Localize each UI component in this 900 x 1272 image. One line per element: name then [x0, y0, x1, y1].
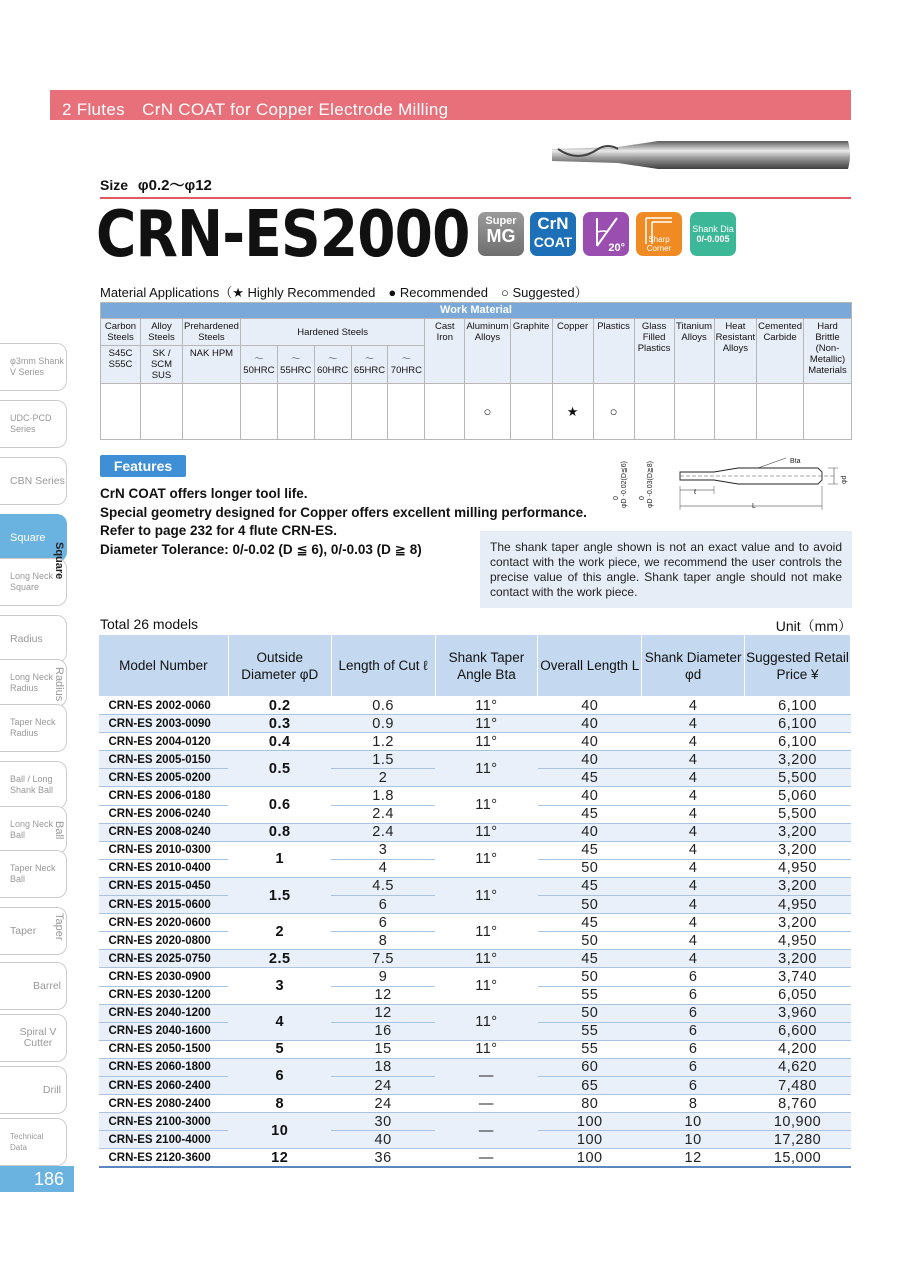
nav-tab-taper-neck-radius[interactable]: Taper Neck Radius — [0, 704, 67, 752]
shank-taper-angle: 11° — [435, 1040, 538, 1058]
retail-price: 3,200 — [745, 751, 851, 769]
model-number: CRN-ES 2080-2400 — [99, 1095, 229, 1113]
col-glass-filled: Glass Filled Plastics — [634, 319, 674, 384]
shank-diameter: 4 — [642, 914, 745, 932]
overall-length: 55 — [538, 1040, 642, 1058]
shank-diameter: 6 — [642, 1076, 745, 1094]
overall-length: 40 — [538, 715, 642, 733]
overall-length: 50 — [538, 859, 642, 877]
models-table-body — [99, 697, 851, 1167]
model-number: CRN-ES 2020-0800 — [99, 932, 229, 950]
retail-price: 5,500 — [745, 805, 851, 823]
length-of-cut: 24 — [331, 1095, 435, 1113]
nav-tab-technical-data[interactable]: Technical Data — [0, 1118, 67, 1166]
length-of-cut: 15 — [331, 1040, 435, 1058]
model-number: CRN-ES 2008-0240 — [99, 823, 229, 841]
shank-diameter: 12 — [642, 1149, 745, 1167]
col-hard-brittle: Hard Brittle (Non-Metallic) Materials — [804, 319, 852, 384]
overall-length: 40 — [538, 787, 642, 805]
overall-length: 40 — [538, 751, 642, 769]
alloy-grades: SK / SCM SUS — [141, 346, 183, 384]
outside-diameter: 5 — [228, 1040, 331, 1058]
table-row — [99, 914, 851, 932]
nav-tab-long-neck-square[interactable]: Long Neck Square — [0, 558, 67, 606]
overall-length: 45 — [538, 914, 642, 932]
shank-diameter: 4 — [642, 697, 745, 715]
loc-label: ℓ — [694, 489, 697, 496]
mark-cell — [714, 384, 757, 440]
badge-super-text: Super — [485, 215, 517, 227]
nav-tab-drill[interactable]: Drill — [0, 1066, 67, 1114]
shank-diameter: 10 — [642, 1131, 745, 1149]
section-label-radius: Radius — [53, 667, 65, 702]
mark-cell — [804, 384, 852, 440]
length-of-cut: 0.9 — [331, 715, 435, 733]
shank-diameter: 8 — [642, 1095, 745, 1113]
nav-tab-long-neck-radius[interactable]: Long Neck Radius — [0, 659, 67, 707]
overall-length: 50 — [538, 1004, 642, 1022]
retail-price: 3,740 — [745, 968, 851, 986]
model-number: CRN-ES 2015-0600 — [99, 896, 229, 914]
retail-price: 6,600 — [745, 1022, 851, 1040]
header-overall-length: Overall Length L — [538, 635, 642, 697]
nav-tab-long-neck-ball[interactable]: Long Neck Ball — [0, 806, 67, 854]
model-number: CRN-ES 2006-0180 — [99, 787, 229, 805]
length-of-cut: 9 — [331, 968, 435, 986]
col-heat-resistant: Heat Resistant Alloys — [714, 319, 757, 384]
length-of-cut: 4 — [331, 859, 435, 877]
mark-cell — [634, 384, 674, 440]
feature-line-1: CrN COAT offers longer tool life. — [100, 486, 308, 501]
total-models: Total 26 models — [100, 616, 199, 632]
overall-length: 40 — [538, 823, 642, 841]
table-row — [99, 877, 851, 895]
nav-tab-3mm-shank[interactable]: φ3mm Shank V Series — [0, 343, 67, 391]
crn-coat-badge — [530, 212, 576, 256]
section-label-ball: Ball — [53, 821, 65, 840]
features-label: Features — [100, 455, 186, 477]
col-hardened-steels: Hardened Steels — [240, 319, 424, 346]
overall-length: 40 — [538, 733, 642, 751]
mark-cell — [277, 384, 314, 440]
model-number: CRN-ES 2010-0400 — [99, 859, 229, 877]
shank-diameter: 6 — [642, 1022, 745, 1040]
feature-line-2: Special geometry designed for Copper offers excellent milling performance. — [100, 505, 587, 520]
length-of-cut: 2.4 — [331, 805, 435, 823]
outside-diameter: 0.6 — [228, 787, 331, 823]
header-model: Model Number — [99, 635, 229, 697]
model-number: CRN-ES 2020-0600 — [99, 914, 229, 932]
outside-diameter: 0.3 — [228, 715, 331, 733]
shank-taper-angle: 11° — [435, 950, 538, 968]
model-number: CRN-ES 2006-0240 — [99, 805, 229, 823]
shank-taper-angle: 11° — [435, 914, 538, 950]
table-row — [99, 1149, 851, 1167]
overall-length: 100 — [538, 1113, 642, 1131]
retail-price: 15,000 — [745, 1149, 851, 1167]
sharp-corner-text: Sharp Corner — [646, 235, 672, 253]
table-row — [99, 823, 851, 841]
header-retail-price: Suggested Retail Price ¥ — [745, 635, 851, 697]
shank-diameter: 6 — [642, 1040, 745, 1058]
col-titanium: Titanium Alloys — [674, 319, 714, 384]
length-of-cut: 36 — [331, 1149, 435, 1167]
shank-dia-label: φd — [841, 475, 848, 484]
work-material-header: Work Material — [101, 303, 852, 319]
shank-diameter: 4 — [642, 805, 745, 823]
length-of-cut: 1.5 — [331, 751, 435, 769]
size-range — [100, 174, 212, 195]
shank-taper-angle: — — [435, 1095, 538, 1113]
mark-cell — [425, 384, 465, 440]
outside-diameter: 0.2 — [228, 697, 331, 715]
model-number: CRN-ES 2030-0900 — [99, 968, 229, 986]
overall-length: 100 — [538, 1149, 642, 1167]
shank-diameter: 4 — [642, 841, 745, 859]
retail-price: 3,200 — [745, 950, 851, 968]
badge-crn-text: CrN — [537, 214, 569, 233]
length-of-cut: 1.2 — [331, 733, 435, 751]
overall-length: 100 — [538, 1131, 642, 1149]
shank-diameter: 4 — [642, 751, 745, 769]
shank-diameter: 4 — [642, 877, 745, 895]
shank-taper-angle: 11° — [435, 877, 538, 913]
col-plastics: Plastics — [593, 319, 634, 384]
size-label: Size — [100, 177, 129, 193]
length-of-cut: 4.5 — [331, 877, 435, 895]
helix-angle-badge — [583, 212, 629, 256]
table-row — [99, 1058, 851, 1076]
table-row — [99, 733, 851, 751]
hrc-50: ～50HRC — [240, 346, 277, 384]
header-length-of-cut: Length of Cut ℓ — [331, 635, 435, 697]
shank-diameter: 10 — [642, 1113, 745, 1131]
helix-angle-value: 20° — [608, 242, 625, 254]
shank-diameter: 4 — [642, 932, 745, 950]
overall-length: 50 — [538, 932, 642, 950]
model-number: CRN-ES 2003-0090 — [99, 715, 229, 733]
shank-diameter: 4 — [642, 733, 745, 751]
retail-price: 10,900 — [745, 1113, 851, 1131]
outside-diameter: 6 — [228, 1058, 331, 1094]
unit-label: Unit（mm） — [775, 618, 852, 634]
mark-aluminum: ○ — [465, 384, 510, 440]
model-number: CRN-ES 2100-3000 — [99, 1113, 229, 1131]
shank-taper-angle: 11° — [435, 787, 538, 823]
retail-price: 3,200 — [745, 877, 851, 895]
feature-line-4: Diameter Tolerance: 0/-0.02 (D ≦ 6), 0/-0.03 (D ≧ 8) — [100, 542, 422, 557]
mark-cell — [240, 384, 277, 440]
model-number: CRN-ES 2015-0450 — [99, 877, 229, 895]
nav-tab-udc-pcd[interactable]: UDC·PCD Series — [0, 400, 67, 448]
outside-diameter: 4 — [228, 1004, 331, 1040]
overall-length: 50 — [538, 896, 642, 914]
outside-diameter: 2 — [228, 914, 331, 950]
table-row — [99, 1095, 851, 1113]
retail-price: 7,480 — [745, 1076, 851, 1094]
retail-price: 6,100 — [745, 697, 851, 715]
hrc-55: ～55HRC — [277, 346, 314, 384]
section-label-square: Square — [53, 542, 65, 580]
model-number: CRN-ES 2025-0750 — [99, 950, 229, 968]
outside-diameter: 0.8 — [228, 823, 331, 841]
length-of-cut: 12 — [331, 1004, 435, 1022]
overall-length: 80 — [538, 1095, 642, 1113]
section-header-title: 2 Flutes CrN COAT for Copper Electrode Milling — [62, 100, 449, 119]
shank-diameter: 6 — [642, 1058, 745, 1076]
super-mg-badge — [478, 212, 524, 256]
overall-length: 45 — [538, 877, 642, 895]
shank-diameter: 6 — [642, 986, 745, 1004]
prehard-grades: NAK HPM — [183, 346, 241, 384]
col-copper: Copper — [552, 319, 593, 384]
mark-cell — [183, 384, 241, 440]
outside-diameter: 3 — [228, 968, 331, 1004]
shank-taper-angle: 11° — [435, 733, 538, 751]
retail-price: 4,950 — [745, 896, 851, 914]
length-of-cut: 2 — [331, 769, 435, 787]
length-of-cut: 30 — [331, 1113, 435, 1131]
length-of-cut: 6 — [331, 896, 435, 914]
retail-price: 3,960 — [745, 1004, 851, 1022]
length-of-cut: 24 — [331, 1076, 435, 1094]
table-row — [99, 1040, 851, 1058]
tol2-zero: 0 — [639, 496, 646, 500]
shank-taper-angle: 11° — [435, 715, 538, 733]
badge-coat-text: COAT — [533, 234, 573, 250]
badge-shank-text: Shank Dia — [692, 224, 734, 234]
badge-mg-text: MG — [486, 226, 516, 246]
outside-diameter: 0.4 — [228, 733, 331, 751]
model-number: CRN-ES 2004-0120 — [99, 733, 229, 751]
table-row — [99, 697, 851, 715]
retail-price: 3,200 — [745, 914, 851, 932]
col-carbon-steels: Carbon Steels — [101, 319, 141, 346]
overall-length: 45 — [538, 805, 642, 823]
mark-cell — [388, 384, 425, 440]
shank-taper-angle: 11° — [435, 1004, 538, 1040]
retail-price: 17,280 — [745, 1131, 851, 1149]
outside-diameter: 12 — [228, 1149, 331, 1167]
length-of-cut: 18 — [331, 1058, 435, 1076]
work-material-table — [100, 302, 852, 440]
shank-diameter: 4 — [642, 769, 745, 787]
length-of-cut: 40 — [331, 1131, 435, 1149]
retail-price: 8,760 — [745, 1095, 851, 1113]
overall-length: 65 — [538, 1076, 642, 1094]
table-row — [99, 1004, 851, 1022]
retail-price: 4,620 — [745, 1058, 851, 1076]
length-of-cut: 1.8 — [331, 787, 435, 805]
mark-cell — [141, 384, 183, 440]
tol2-text: φD -0.03(D≧8) — [647, 461, 654, 508]
model-number: CRN-ES 2040-1600 — [99, 1022, 229, 1040]
end-mill-product-image — [548, 137, 852, 173]
shank-taper-angle: 11° — [435, 697, 538, 715]
retail-price: 3,200 — [745, 823, 851, 841]
retail-price: 4,200 — [745, 1040, 851, 1058]
table-row — [99, 751, 851, 769]
header-outside-diameter: Outside Diameter φD — [228, 635, 331, 697]
model-number: CRN-ES 2060-1800 — [99, 1058, 229, 1076]
nav-tab-square[interactable]: Square — [0, 514, 67, 562]
section-header-band — [50, 90, 851, 120]
mark-cell — [674, 384, 714, 440]
outside-diameter: 8 — [228, 1095, 331, 1113]
retail-price: 5,500 — [745, 769, 851, 787]
badge-shank-tolerance: 0/-0.005 — [696, 234, 730, 244]
hrc-70: ～70HRC — [388, 346, 425, 384]
overall-length: 45 — [538, 841, 642, 859]
model-number: CRN-ES 2010-0300 — [99, 841, 229, 859]
hrc-60: ～60HRC — [314, 346, 351, 384]
carbon-grades: S45C S55C — [101, 346, 141, 384]
length-of-cut: 6 — [331, 914, 435, 932]
product-title: CRN-ES2000 — [96, 198, 470, 272]
length-of-cut: 2.4 — [331, 823, 435, 841]
table-row — [99, 1113, 851, 1131]
shank-taper-note: The shank taper angle shown is not an exact value and to avoid contact with the work piece, we recommend the user controls the precise value of this angle. Shank taper angle should not make contact with the work piece. — [480, 531, 852, 608]
col-prehardened-steels: Prehardened Steels — [183, 319, 241, 346]
shank-dia-badge — [690, 212, 736, 256]
length-of-cut: 12 — [331, 986, 435, 1004]
header-shank-taper: Shank Taper Angle Bta — [435, 635, 538, 697]
retail-price: 6,100 — [745, 733, 851, 751]
shank-diameter: 4 — [642, 715, 745, 733]
mark-cell — [757, 384, 804, 440]
mark-cell — [101, 384, 141, 440]
length-of-cut: 8 — [331, 932, 435, 950]
table-row — [99, 715, 851, 733]
nav-tab-cbn[interactable]: CBN Series — [0, 457, 67, 505]
tol1-zero: 0 — [613, 496, 620, 500]
table-row — [99, 787, 851, 805]
end-mill-dimension-diagram — [608, 448, 852, 528]
model-number: CRN-ES 2100-4000 — [99, 1131, 229, 1149]
nav-tab-ball[interactable]: Ball / Long Shank Ball — [0, 761, 67, 809]
mark-cell — [351, 384, 388, 440]
table-row — [99, 950, 851, 968]
nav-tab-barrel[interactable]: Barrel — [0, 962, 67, 1010]
mark-cell — [314, 384, 351, 440]
outside-diameter: 0.5 — [228, 751, 331, 787]
table-row — [99, 841, 851, 859]
col-graphite: Graphite — [510, 319, 552, 384]
nav-tab-taper-neck-ball[interactable]: Taper Neck Ball — [0, 850, 67, 898]
overall-length: 50 — [538, 968, 642, 986]
overall-length: 55 — [538, 986, 642, 1004]
shank-taper-angle: — — [435, 1113, 538, 1149]
feature-line-3: Refer to page 232 for 4 flute CRN-ES. — [100, 523, 338, 538]
mark-copper: ★ — [552, 384, 593, 440]
shank-taper-angle: 11° — [435, 841, 538, 877]
length-of-cut: 3 — [331, 841, 435, 859]
sharp-corner-badge — [636, 212, 682, 256]
oal-label: L — [752, 503, 756, 510]
retail-price: 4,950 — [745, 859, 851, 877]
shank-taper-angle: 11° — [435, 751, 538, 787]
shank-diameter: 4 — [642, 823, 745, 841]
shank-taper-angle: — — [435, 1058, 538, 1094]
col-alloy-steels: Alloy Steels — [141, 319, 183, 346]
overall-length: 55 — [538, 1022, 642, 1040]
model-number: CRN-ES 2040-1200 — [99, 1004, 229, 1022]
model-number: CRN-ES 2002-0060 — [99, 697, 229, 715]
nav-tab-taper[interactable]: Taper — [0, 907, 67, 955]
outside-diameter: 1.5 — [228, 877, 331, 913]
mark-cell — [510, 384, 552, 440]
models-table — [98, 634, 851, 1168]
material-applications-legend: Material Applications（★ Highly Recommended ● Recommended ○ Suggested） — [100, 285, 588, 300]
table-row — [99, 968, 851, 986]
col-cast-iron: Cast Iron — [425, 319, 465, 384]
page-number: 186 — [0, 1166, 74, 1192]
bta-label: Bta — [790, 458, 801, 465]
hrc-65: ～65HRC — [351, 346, 388, 384]
model-number: CRN-ES 2120-3600 — [99, 1149, 229, 1167]
length-of-cut: 0.6 — [331, 697, 435, 715]
model-number: CRN-ES 2050-1500 — [99, 1040, 229, 1058]
mark-plastics: ○ — [593, 384, 634, 440]
retail-price: 4,950 — [745, 932, 851, 950]
shank-diameter: 6 — [642, 1004, 745, 1022]
col-aluminum: Aluminum Alloys — [465, 319, 510, 384]
model-number: CRN-ES 2005-0200 — [99, 769, 229, 787]
shank-diameter: 4 — [642, 787, 745, 805]
shank-taper-angle: 11° — [435, 823, 538, 841]
shank-taper-angle: — — [435, 1149, 538, 1167]
retail-price: 6,050 — [745, 986, 851, 1004]
overall-length: 45 — [538, 950, 642, 968]
overall-length: 40 — [538, 697, 642, 715]
model-number: CRN-ES 2005-0150 — [99, 751, 229, 769]
outside-diameter: 2.5 — [228, 950, 331, 968]
shank-taper-angle: 11° — [435, 968, 538, 1004]
overall-length: 60 — [538, 1058, 642, 1076]
size-value: φ0.2～φ12 — [137, 177, 212, 194]
retail-price: 3,200 — [745, 841, 851, 859]
model-number: CRN-ES 2060-2400 — [99, 1076, 229, 1094]
overall-length: 45 — [538, 769, 642, 787]
model-number: CRN-ES 2030-1200 — [99, 986, 229, 1004]
tol1-text: φD -0.02(D≦6) — [621, 461, 628, 508]
retail-price: 5,060 — [745, 787, 851, 805]
shank-diameter: 4 — [642, 896, 745, 914]
shank-diameter: 6 — [642, 968, 745, 986]
length-of-cut: 7.5 — [331, 950, 435, 968]
nav-tab-radius[interactable]: Radius — [0, 615, 67, 663]
retail-price: 6,100 — [745, 715, 851, 733]
outside-diameter: 1 — [228, 841, 331, 877]
header-shank-diameter: Shank Diameter φd — [642, 635, 745, 697]
shank-diameter: 4 — [642, 859, 745, 877]
section-label-taper: Taper — [53, 913, 65, 941]
nav-tab-spiral-v-cutter[interactable]: Spiral V Cutter — [0, 1014, 67, 1062]
outside-diameter: 10 — [228, 1113, 331, 1149]
col-cemented-carbide: Cemented Carbide — [757, 319, 804, 384]
length-of-cut: 16 — [331, 1022, 435, 1040]
shank-diameter: 4 — [642, 950, 745, 968]
